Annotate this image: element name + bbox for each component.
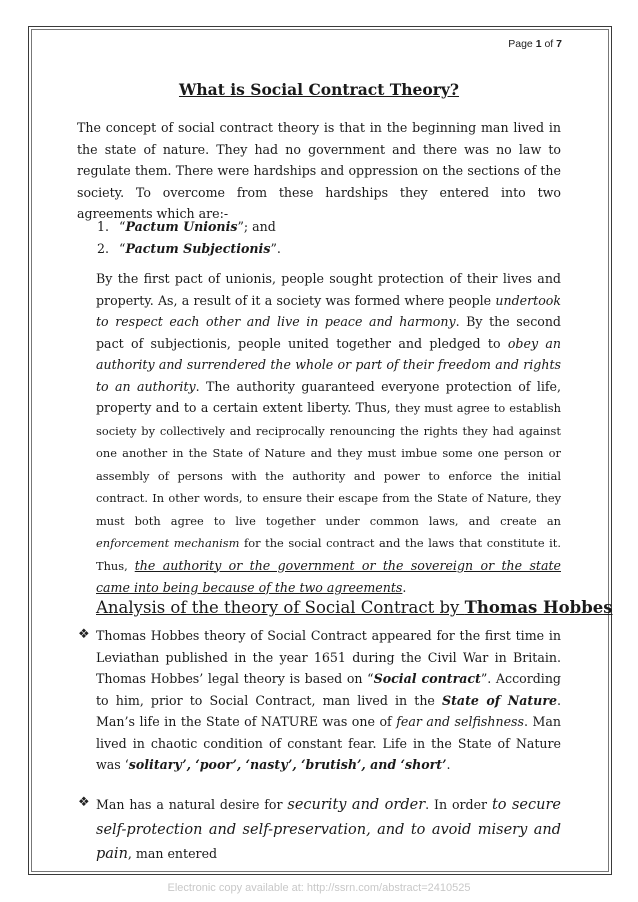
bullet-paragraph-desire: Man has a natural desire for security and order. In order to secure self-protection and self-preservation, and to avoid misery and pain, man entered [96,797,561,862]
diamond-bullet-icon: ❖ [78,795,90,810]
bullet-paragraph-hobbes: Thomas Hobbes theory of Social Contract appeared for the first time in Leviathan published in the year 1651 during the Civil War in Britain. Thomas Hobbes’ legal theory is based on “Social contract”. According to him, prior to Social Contract, man lived in the State of Nature. Man’s life in the State of NATURE was one of fear and selfishness. Man lived in chaotic condition of constant fear. Life in the State of Nature was ‘solitary’, ‘poor’, ‘nasty’, ‘brutish’, and ‘short’. [96,628,561,772]
document-title: What is Social Contract Theory? [178,80,460,99]
intro-paragraph: The concept of social contract theory is that in the beginning man lived in the state of nature. They had no government and there was no law to regulate them. There were hardships and oppression on the sections of the society. To overcome from these hardships they entered into two agreements which are:- [77,120,561,221]
diamond-bullet-icon: ❖ [78,627,90,642]
page-number: Page 1 of 7 [508,38,562,50]
list-item: 2. “Pactum Subjectionis”. [97,241,281,256]
agreements-list [97,216,281,260]
footer-ssrn-notice: Electronic copy available at: http://ssrn.com/abstract=2410525 [167,882,471,894]
pacts-paragraph: By the first pact of unionis, people sought protection of their lives and property. As, a result of it a society was formed where people undertook to respect each other and live in peace and harmony. By the second pact of subjectionis, people united together and pledged to obey an authority and surrendered the whole or part of their freedom and rights to an authority. The authority guaranteed everyone protection of life, property and to a certain extent liberty. Thus, they must agree to establish society by collectively and reciprocally renouncing the rights they had against one another in the State of Nature and they must imbue some one person or assembly of persons with the authority and power to enforce the initial contract. In other words, to ensure their escape from the State of Nature, they must both agree to live together under common laws, and create an enforcement mechanism for the social contract and the laws that constitute it. Thus, the authority or the government or the sovereign or the state came into being because of the two agreements. [96,271,562,595]
list-item: 1. “Pactum Unionis”; and [97,219,276,234]
section-heading: Analysis of the theory of Social Contract by Thomas Hobbes [96,598,613,617]
